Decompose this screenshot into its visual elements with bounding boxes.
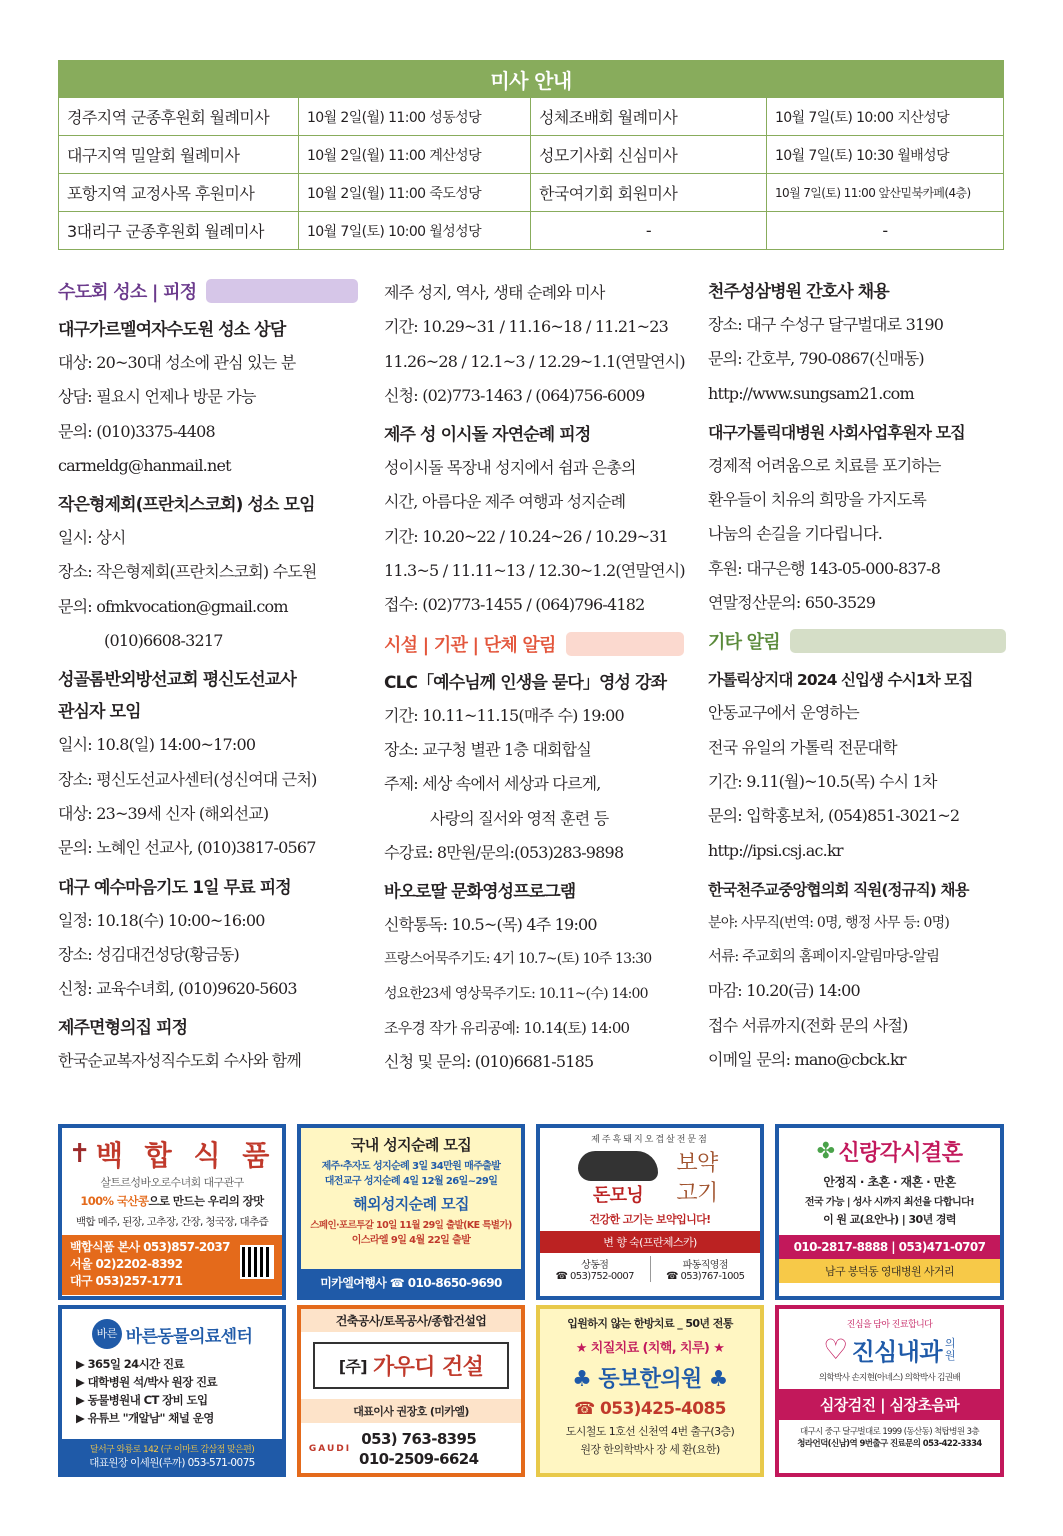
branch-phone: ☎ 053)767-1005: [666, 1271, 745, 1282]
notice-line: 경제적 어려움으로 치료를 포기하는: [708, 455, 941, 475]
column-other: [708, 276, 1006, 1083]
ad-list: [62, 1355, 282, 1427]
notice-line: http://www.sungsam21.com: [708, 383, 914, 403]
notice-item: [708, 276, 1006, 411]
notice-line: 수강료: 8만원/문의:(053)283-9898: [384, 842, 624, 862]
notice-line: 11.3~5 / 11.11~13 / 12.30~1.2(연말연시): [384, 561, 685, 581]
ad-address: 달서구 와룡로 142 (구 이마트 감삼점 맞은편): [89, 1445, 255, 1455]
notice-item: [708, 417, 1006, 620]
cross-icon: ✝: [68, 1139, 90, 1169]
club-icon: ♣: [701, 1367, 728, 1392]
mass-cell: -: [531, 212, 767, 250]
notice-line: 안동교구에서 운영하는: [708, 703, 859, 723]
ad-products: 백합 메주, 된장, 고추장, 간장, 청국장, 대추즙: [75, 1216, 269, 1228]
branch-name: 파동직영점: [682, 1260, 728, 1271]
section-header-vocation: [58, 276, 358, 306]
notice-line: 장소: 작은형제회(프란치스코회) 수도원: [58, 562, 317, 582]
mass-cell: 10월 7일(토) 10:30 월배성당: [767, 136, 1004, 174]
ad-line: 안정직 · 초혼 · 재혼 · 만혼: [823, 1175, 956, 1189]
notice-line: 사랑의 질서와 영적 훈련 등: [430, 808, 609, 828]
notice-line: 기간: 10.11~11.15(매주 수) 19:00: [384, 705, 624, 725]
notice-title: 작은형제회(프란치스코회) 성소 모임: [58, 495, 315, 516]
notice-title: 제주 성 이시돌 자연순례 피정: [384, 425, 591, 446]
column-vocation: [58, 276, 358, 1085]
section-title: 시설 | 기관 | 단체 알림: [384, 634, 556, 656]
ad-title: 바른동물의료센터: [125, 1326, 253, 1347]
ad-doctors: 의학박사 손지현(아네스) 의학박사 김권배: [818, 1373, 961, 1383]
notice-line: 기간: 10.20~22 / 10.24~26 / 10.29~31: [384, 526, 669, 546]
ad-jinsim-clinic: [775, 1305, 1004, 1477]
qr-code-icon: [240, 1245, 274, 1279]
ad-title: [540, 1362, 760, 1393]
section-header-other: [708, 626, 1006, 656]
notice-line: 장소: 교구청 별관 1층 대회합실: [384, 739, 591, 759]
section-bar: [566, 632, 684, 656]
notice-line: 장소: 성김대건성당(황금동): [58, 944, 239, 964]
notice-line: 시간, 아름다운 제주 여행과 성지순례: [384, 492, 626, 512]
notice-line: 성이시돌 목장내 성지에서 쉼과 은총의: [384, 458, 636, 478]
notice-line: http://ipsi.csj.ac.kr: [708, 840, 843, 860]
notice-line: 접수: (02)773-1455 / (064)796-4182: [384, 595, 645, 615]
notice-item: [384, 419, 684, 622]
ad-footer: [62, 1439, 282, 1473]
notice-item: [384, 276, 684, 413]
section-title: 수도회 성소 | 피정: [58, 282, 197, 303]
ad-address: 대구시 중구 달구벌대로 1999 (동산동) 척탑병원 3층: [799, 1427, 980, 1437]
ad-phone: ☎ 053)425-4085: [574, 1399, 726, 1419]
notice-line: 조우경 작가 유리공예: 10.14(토) 14:00: [384, 1019, 630, 1038]
ad-contact: 백합식품 본사 053)857-2037: [70, 1240, 230, 1254]
ad-logo-icon: 바른: [92, 1319, 122, 1349]
ad-band: 심장검진 | 심장초음파: [779, 1389, 1000, 1420]
notice-line: 기간: 9.11(월)~10.5(목) 수시 1차: [708, 771, 937, 791]
mass-cell: -: [767, 212, 1004, 250]
ad-subtitle: ★ 치질치료 (치핵, 치루) ★: [575, 1341, 725, 1356]
mass-cell: 10월 2일(월) 11:00 성동성당: [299, 98, 531, 136]
ad-phone: 010-2817-8888 | 053)471-0707: [779, 1235, 1000, 1259]
ad-brand-row: [540, 1149, 760, 1209]
ad-footer: 미카엘여행사 ☎ 010-8650-9690: [301, 1269, 521, 1296]
ad-wedding: [775, 1124, 1004, 1300]
notice-line: 대상: 20~30대 성소에 관심 있는 분: [58, 353, 296, 372]
ad-header: [779, 1136, 1000, 1167]
ad-title: 해외성지순례 모집: [353, 1195, 469, 1213]
leaf-icon: ✤: [816, 1139, 835, 1164]
ad-phone: 010-2509-6624: [359, 1450, 479, 1468]
mass-cell: 10월 2일(월) 11:00 죽도성당: [299, 174, 531, 212]
gaudi-logo-icon: GAUDI: [308, 1444, 352, 1454]
ad-phones: [359, 1429, 478, 1469]
ad-header: [62, 1134, 282, 1174]
notice-line: 신청: 교육수녀회, (010)9620-5603: [58, 979, 297, 999]
mass-table-title: 미사 안내: [59, 61, 1004, 98]
ad-title: 백 합 식 품: [95, 1139, 276, 1172]
mass-cell: 10월 7일(토) 11:00 앞산밑북카페(4층): [767, 174, 1004, 212]
notice-title: 관심자 모임: [58, 702, 141, 723]
notice-line: 한국순교복자성직수도회 수사와 함께: [58, 1051, 302, 1071]
notice-line: 일시: 상시: [58, 528, 126, 548]
notice-line: 제주 성지, 역사, 생태 순례와 미사: [384, 283, 605, 302]
ad-suffix: 의원: [944, 1336, 955, 1362]
notice-title: CLC「예수님께 인생을 묻다」영성 강좌: [384, 672, 667, 693]
ad-list-item: ▶ 동물병원내 CT 장비 도입: [76, 1393, 208, 1407]
ad-contact: 대구 053)257-1771: [70, 1274, 183, 1288]
notice-line: 문의: 간호부, 790-0867(신매동): [708, 349, 924, 369]
ad-contact: 서울 02)2202-8392: [70, 1257, 183, 1271]
ad-line: 이 원 교(요안나) | 30년 경력: [823, 1213, 956, 1226]
notice-title: 대구 예수마음기도 1일 무료 피정: [58, 877, 291, 898]
ad-list-text: 동물병원내 CT 장비 도입: [87, 1393, 208, 1407]
notice-line: 문의: (010)3375-4408: [58, 421, 215, 441]
notice-line: 프랑스어묵주기도: 4기 10.7~(토) 10주 13:30: [384, 951, 652, 968]
notice-line: 주제: 세상 속에서 세상과 다르게,: [384, 774, 601, 794]
ad-line: 스페인·포르투갈 10일 11월 29일 출발(KE 특별가): [310, 1220, 512, 1231]
notice-line: 기간: 10.29~31 / 11.16~18 / 11.21~23: [384, 317, 669, 337]
notice-line: 전국 유일의 가톨릭 전문대학: [708, 737, 897, 757]
notice-item: [708, 874, 1006, 1077]
notice-line: 장소: 대구 수성구 달구벌대로 3190: [708, 315, 944, 334]
mass-cell: 10월 2일(월) 11:00 계산성당: [299, 136, 531, 174]
ad-title: 가우디 건설: [372, 1355, 484, 1380]
branch-phone: ☎ 053)752-0007: [555, 1271, 634, 1282]
ad-phone: 053) 763-8395: [361, 1430, 477, 1448]
mass-cell: 3대리구 군종후원회 월례미사: [59, 212, 299, 250]
ad-donmorning: [536, 1124, 764, 1300]
ad-brand-block: [578, 1151, 658, 1207]
notice-line: 연말정산문의: 650-3529: [708, 593, 876, 613]
notice-line: 대상: 23~39세 신자 (해외선교): [58, 803, 269, 823]
mass-cell: 성모기사회 신심미사: [531, 136, 767, 174]
notice-item: [58, 1012, 358, 1078]
branch-name: 상동점: [581, 1260, 609, 1271]
ad-tagline: [62, 1193, 282, 1209]
ad-address: 청라언덕(신남)역 9번출구 진료문의 053-422-3334: [797, 1439, 982, 1449]
ad-branches: [540, 1256, 760, 1282]
notice-line: 11.26~28 / 12.1~3 / 12.29~1.1(연말연시): [384, 351, 685, 371]
ad-co: [주]: [338, 1357, 367, 1376]
ad-rep: 대표원장 이세원(루까) 053-571-0075: [89, 1457, 255, 1469]
ad-top: 건축공사/토목공사/종합건설업: [301, 1309, 521, 1332]
notice-item: [384, 876, 684, 1079]
notice-line: (010)6608-3217: [104, 631, 223, 651]
section-title: 기타 알림: [708, 632, 780, 654]
notice-line: 신청 및 문의: (010)6681-5185: [384, 1052, 594, 1072]
notice-line: 성요한23세 영상묵주기도: 10.11~(수) 14:00: [384, 985, 648, 1002]
mass-cell: 포항지역 교정사목 후원미사: [59, 174, 299, 212]
ad-ceo: 대표이사 권장호 (미카엘): [301, 1399, 521, 1423]
ad-slogan: 건강한 고기는 보약입니다!: [589, 1213, 711, 1226]
ad-address: 도시철도 1호선 신천역 4번 출구(3층): [565, 1425, 735, 1438]
ad-line: 제주·추자도 성지순례 3일 34만원 매주출발: [321, 1161, 501, 1172]
mass-cell: 10월 7일(토) 10:00 월성성당: [299, 212, 531, 250]
ad-header: [779, 1332, 1000, 1367]
ad-line: 이스라엘 9일 4월 22일 출발: [351, 1235, 471, 1246]
notice-title: 바오로딸 문화영성프로그램: [384, 882, 576, 903]
notice-line: 상담: 필요시 언제나 방문 가능: [58, 387, 256, 407]
ad-line: 전국 가능 | 성사 시까지 최선을 다합니다!: [804, 1197, 975, 1208]
ad-right-text: 보약 고기: [676, 1151, 718, 1206]
club-icon: ♣: [572, 1367, 599, 1392]
notice-line: 나눔의 손길을 기다립니다.: [708, 524, 883, 544]
ad-list-text: 대학병원 석/박사 원장 진료: [87, 1375, 218, 1389]
mass-cell: 대구지역 밀알회 월례미사: [59, 136, 299, 174]
ad-gaudi-construction: [297, 1305, 525, 1477]
section-bar: [790, 629, 1006, 653]
notice-line: 접수 서류까지(전화 문의 사절): [708, 1015, 908, 1035]
notice-line: 신학통독: 10.5~(목) 4주 19:00: [384, 915, 597, 935]
notice-line: 문의: 입학홍보처, (054)851-3021~2: [708, 806, 960, 826]
mass-cell: 10월 7일(토) 10:00 지산성당: [767, 98, 1004, 136]
ad-contact-box: [62, 1235, 282, 1295]
ad-owner: 변 향 숙(프란체스카): [540, 1231, 760, 1253]
notice-item: [58, 872, 358, 1007]
ad-branch: [540, 1256, 651, 1282]
notice-title: 대구가르멜여자수도원 성소 상담: [58, 320, 286, 340]
notice-item: [708, 664, 1006, 867]
heart-icon: ♡: [823, 1333, 848, 1366]
mass-cell: 성체조배회 월례미사: [531, 98, 767, 136]
notice-line: 일정: 10.18(수) 10:00~16:00: [58, 910, 265, 930]
ad-tag-highlight: 100% 국산콩: [80, 1194, 149, 1208]
pig-icon: [578, 1151, 658, 1181]
ad-list-text: 유튜브 "개알남" 채널 운영: [87, 1411, 214, 1425]
ad-branch: [651, 1256, 761, 1282]
notice-item: [384, 667, 684, 870]
section-header-facilities: [384, 629, 684, 659]
notice-title: 천주성삼병원 간호사 채용: [708, 282, 889, 302]
ad-contact-row: [301, 1429, 521, 1469]
notice-line: 문의: 노혜인 선교사, (010)3817-0567: [58, 838, 316, 858]
ad-list-text: 365일 24시간 진료: [87, 1357, 185, 1371]
notice-title: 대구가톨릭대병원 사회사업후원자 모집: [708, 422, 965, 442]
notice-line: 분야: 사무직(번역: 0명, 행정 사무 등: 0명): [708, 914, 949, 931]
ad-name: 동보한의원: [598, 1367, 702, 1392]
notice-line: 일시: 10.8(일) 14:00~17:00: [58, 735, 256, 755]
ad-title: 진심내과: [851, 1338, 942, 1366]
ad-small: 진심을 담아 진료합니다: [846, 1320, 933, 1330]
notice-title: 성골롬반외방선교회 평신도선교사: [58, 670, 296, 691]
ad-brand: 돈모닝: [592, 1185, 644, 1206]
ad-arc-text: 제주흑돼지오겹살전문점: [591, 1135, 709, 1145]
ad-tag-rest: 으로 만드는 우리의 장맛: [148, 1194, 264, 1208]
ad-bareun-vet: [58, 1305, 286, 1477]
section-bar: [206, 279, 358, 303]
ad-list-item: ▶ 유튜브 "개알남" 채널 운영: [76, 1411, 214, 1425]
notice-line: 환우들이 치유의 희망을 가지도록: [708, 490, 927, 510]
ad-header: [62, 1319, 282, 1349]
ad-title: 신랑각시결혼: [838, 1141, 963, 1166]
mass-schedule-table: [58, 60, 1004, 250]
ad-top: 입원하지 않는 한방치료 _ 50년 전통: [567, 1317, 733, 1330]
notice-title: 가톨릭상지대 2024 신입생 수시1차 모집: [708, 671, 973, 690]
ad-list-item: ▶ 대학병원 석/박사 원장 진료: [76, 1375, 218, 1389]
notice-line: 장소: 평신도선교사센터(성신여대 근처): [58, 769, 317, 789]
notice-line: carmeldg@hanmail.net: [58, 455, 231, 475]
column-facilities: [384, 276, 684, 1086]
notice-line: 후원: 대구은행 143-05-000-837-8: [708, 558, 941, 578]
notice-line: 신청: (02)773-1463 / (064)756-6009: [384, 385, 645, 405]
mass-cell: 경주지역 군종후원회 월례미사: [59, 98, 299, 136]
ad-doctor: 원장 한의학박사 장 세 환(요한): [580, 1443, 720, 1456]
ad-name-box: [313, 1342, 509, 1389]
notice-line: 서류: 주교회의 홈페이지-알림마당-알림: [708, 949, 940, 966]
notice-item: [58, 314, 358, 483]
notice-item: [58, 664, 358, 865]
ad-michael-travel: [297, 1124, 525, 1300]
ad-line: 대전교구 성지순례 4일 12월 26일~29일: [324, 1176, 498, 1187]
ad-list-item: ▶ 365일 24시간 진료: [76, 1357, 185, 1371]
ad-title: 국내 성지순례 모집: [350, 1136, 472, 1154]
mass-cell: 한국여기회 회원미사: [531, 174, 767, 212]
ad-dongbo-clinic: [536, 1305, 764, 1477]
notice-line: 이메일 문의: mano@cbck.kr: [708, 1050, 906, 1070]
notice-line: 문의: ofmkvocation@gmail.com: [58, 596, 288, 616]
ad-subtitle: 살트르성바오로수녀회 대구관구: [100, 1176, 244, 1189]
notice-line: 마감: 10.20(금) 14:00: [708, 981, 860, 1001]
notice-title: 한국천주교중앙협의회 직원(정규직) 채용: [708, 880, 969, 899]
ad-baekhap-food: [58, 1124, 286, 1300]
ad-address: 남구 봉덕동 영대병원 사거리: [779, 1259, 1000, 1283]
notice-item: [58, 489, 358, 658]
notice-title: 제주면형의집 피정: [58, 1018, 188, 1039]
